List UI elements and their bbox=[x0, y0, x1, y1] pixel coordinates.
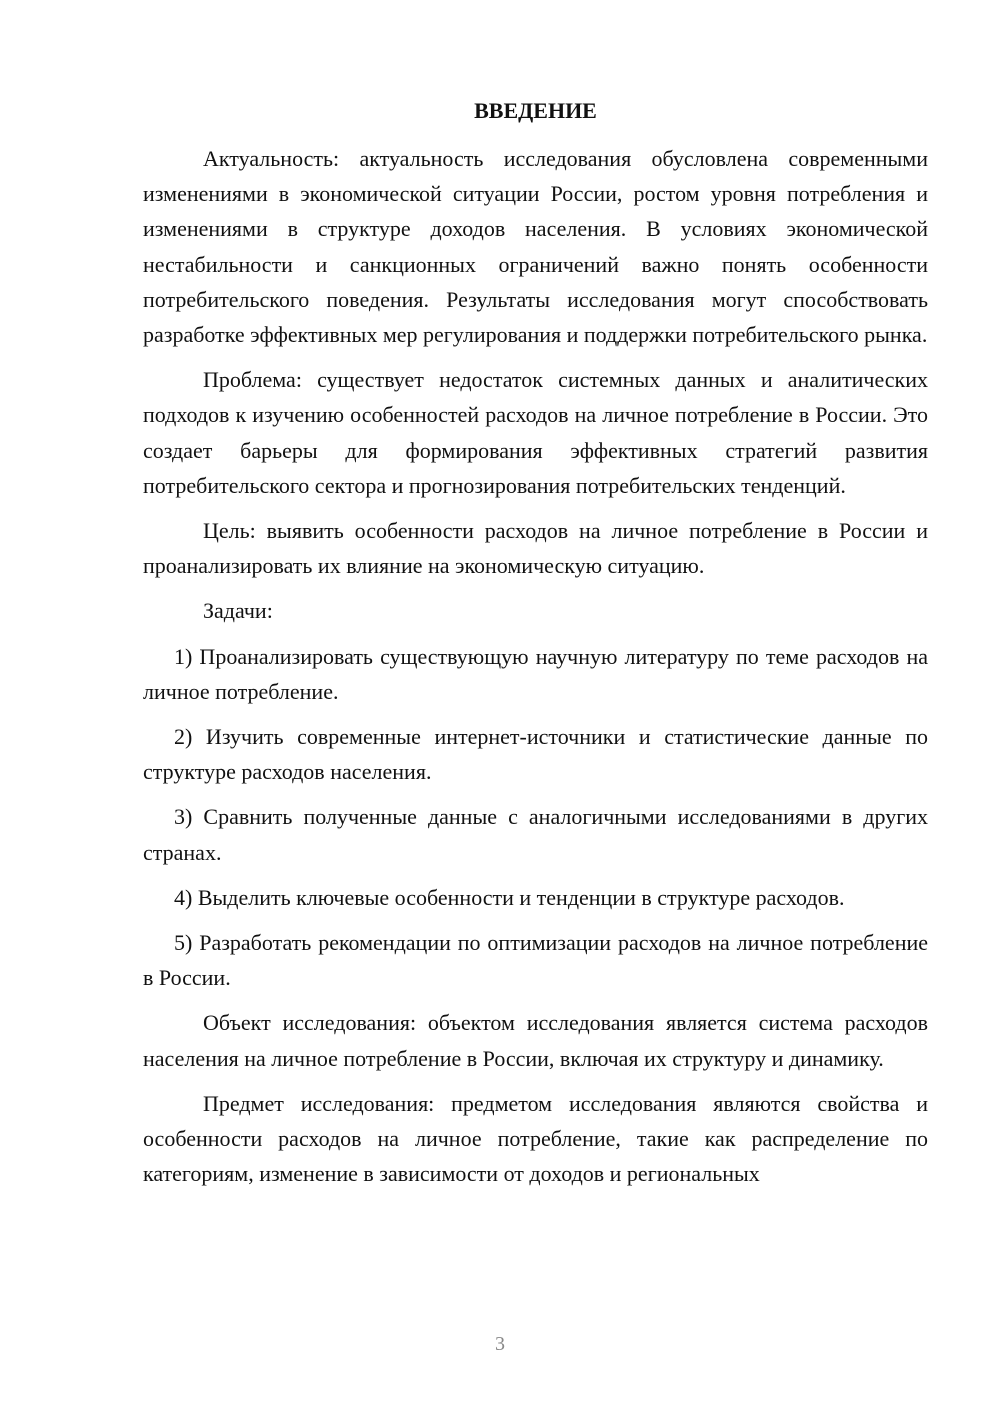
page-title: ВВЕДЕНИЕ bbox=[474, 98, 597, 123]
paragraph-subject: Предмет исследования: предметом исследования являются свойства и особенности расходов на личное потребление, такие как распределение по категориям, изменение в зависимости от доходов и региональных bbox=[143, 1090, 928, 1187]
paragraph-goal: Цель: выявить особенности расходов на личное потребление в России и проанализировать их влияние на экономическую ситуацию. bbox=[143, 518, 928, 579]
paragraph-relevance: Актуальность: актуальность исследования обусловлена современными изменениями в экономической ситуации России, ростом уровня потребления и изменениями в структуре доходов населения. В условиях экономической нестабильности и санкционных ограничений важно понять особенности потребительского поведения. Результаты исследования могут способствовать разработке эффективных мер регулирования и поддержки потребительского рынка. bbox=[143, 146, 928, 348]
page-number: 3 bbox=[495, 1333, 505, 1355]
task-item: 1) Проанализировать существующую научную литературу по теме расходов на личное потребление. bbox=[143, 643, 928, 704]
tasks-label: Задачи: bbox=[203, 598, 273, 624]
task-item: 4) Выделить ключевые особенности и тенденции в структуре расходов. bbox=[174, 884, 845, 910]
paragraph-object: Объект исследования: объектом исследования является система расходов населения на личное потребление в России, включая их структуру и динамику. bbox=[143, 1010, 928, 1071]
task-item: 3) Сравнить полученные данные с аналогичными исследованиями в других странах. bbox=[143, 804, 928, 865]
task-item: 2) Изучить современные интернет-источники и статистические данные по структуре расходов населения. bbox=[143, 724, 928, 785]
paragraph-problem: Проблема: существует недостаток системных данных и аналитических подходов к изучению особенностей расходов на личное потребление в России. Это создает барьеры для формирования эффективных стратегий развития потребительского сектора и прогнозирования потребительских тенденций. bbox=[143, 367, 928, 498]
task-item: 5) Разработать рекомендации по оптимизации расходов на личное потребление в России. bbox=[143, 930, 928, 991]
document-body bbox=[143, 141, 928, 1201]
